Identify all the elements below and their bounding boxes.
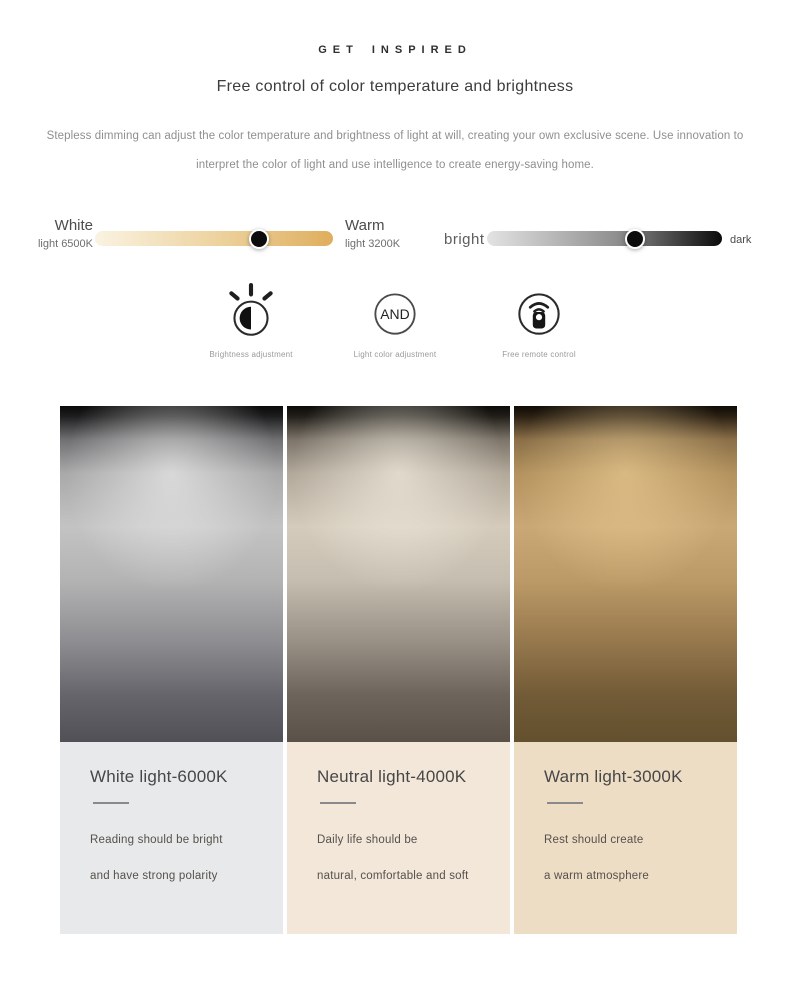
section-description: [0, 122, 790, 180]
description-line-1: Stepless dimming can adjust the color temperature and brightness of light at will, creating your own exclusive scene. Use innovation to: [46, 130, 744, 142]
card-divider: [547, 802, 583, 804]
card-white-light: [60, 406, 283, 934]
neutral-light-photo: [287, 406, 510, 742]
white-label: White: [54, 217, 93, 234]
feature-label: Brightness adjustment: [209, 350, 293, 359]
white-light-photo: [60, 406, 283, 742]
color-temperature-slider[interactable]: [95, 231, 333, 246]
brightness-slider[interactable]: [487, 231, 722, 246]
card-title: Neutral light-4000K: [317, 767, 467, 786]
temperature-right-label: [345, 217, 400, 250]
section-title: Free control of color temperature and brightness: [216, 78, 574, 95]
feature-light-color-adjustment: [329, 283, 461, 359]
temperature-left-label: [0, 217, 93, 250]
light-cards-grid: [60, 406, 737, 934]
brightness-knob[interactable]: [625, 229, 645, 249]
feature-label: Light color adjustment: [353, 350, 437, 359]
color-temperature-knob[interactable]: [249, 229, 269, 249]
card-divider: [320, 802, 356, 804]
feature-label: Free remote control: [502, 350, 576, 359]
features-row: [185, 283, 605, 359]
card-text-line-2: natural, comfortable and soft: [317, 870, 469, 882]
description-line-2: interpret the color of light and use intelligence to create energy-saving home.: [196, 159, 594, 171]
neutral-light-panel: [287, 742, 510, 934]
warm-light-panel: [514, 742, 737, 934]
card-text-line-1: Rest should create: [544, 834, 644, 846]
card-text-line-2: and have strong polarity: [90, 870, 218, 882]
card-title: Warm light-3000K: [544, 767, 683, 786]
card-title: White light-6000K: [90, 767, 228, 786]
eyebrow-label: GET INSPIRED: [318, 44, 472, 56]
card-text-line-2: a warm atmosphere: [544, 870, 650, 882]
card-text-line-1: Daily life should be: [317, 834, 418, 846]
sliders-row: [0, 213, 790, 268]
card-divider: [93, 802, 129, 804]
card-text-line-1: Reading should be bright: [90, 834, 223, 846]
remote-control-icon: [473, 283, 605, 343]
warm-light-photo: [514, 406, 737, 742]
card-neutral-light: [287, 406, 510, 934]
dark-label: dark: [730, 234, 752, 246]
card-warm-light: [514, 406, 737, 934]
white-light-panel: [60, 742, 283, 934]
bright-label: bright: [444, 231, 485, 248]
and-icon: [329, 283, 461, 343]
feature-brightness-adjustment: [185, 283, 317, 359]
warm-sublabel: light 3200K: [345, 238, 401, 250]
white-sublabel: light 6500K: [37, 238, 93, 250]
and-icon-text: AND: [380, 306, 410, 323]
warm-label: Warm: [345, 217, 385, 234]
feature-free-remote-control: [473, 283, 605, 359]
brightness-icon: [185, 283, 317, 343]
